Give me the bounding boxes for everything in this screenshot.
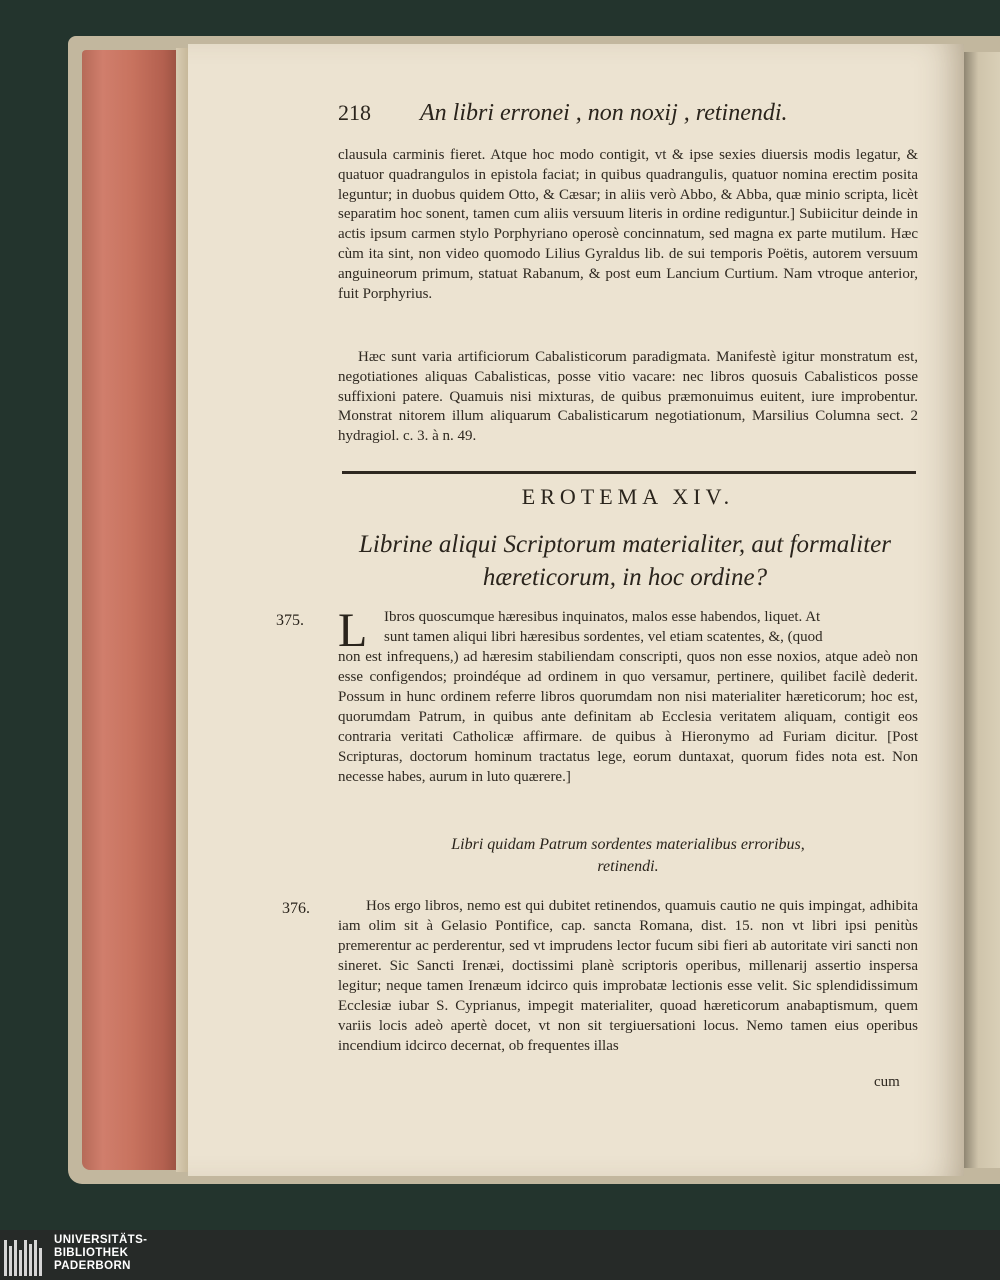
paragraph-376-body: Hos ergo libros, nemo est qui dubitet retinendos, quamuis cautio ne quis impingat, adhibita iam olim sit à Gelasio Pontifice, cap. sancta Romana, dist. 15. non vt libri ipsi penitùs premerentur ac perderentur, sed vt imprudens lector fucum sibi fieri ab autoritate viri sancti non sineret. Sic Sancti Irenæi, doctissimi planè scriptoris operibus, millenarij assertio inspersa legitur; neque tamen Irenæum idcirco quis improbatæ lectionis esse velit. Sic splendidissimum Ecclesiæ iubar S. Cyprianus, impegit materialiter, quoad hæreticorum anabaptismum, quem variis locis adeò apertè docet, vt non sit tergiuersationi locus. Nemo tamen eius operibus incendium idcirco decernat, ob frequentes illas <box>338 898 918 1054</box>
running-head <box>338 100 938 136</box>
catchword: cum <box>874 1074 900 1090</box>
library-logo-icon <box>4 1236 44 1276</box>
library-footer <box>0 1230 1000 1280</box>
library-name <box>54 1234 147 1273</box>
paragraph-375-line-2: sunt tamen aliqui libri hæresibus sordentes, vel etiam scatentes, &, (quod <box>384 629 823 645</box>
drop-cap: L <box>338 604 368 657</box>
paragraph-continued: clausula carminis fieret. Atque hoc modo contigit, vt & ipse sexies diuersis modis legatur, & quatuor quadrangulos in epistola faciat; in quibus quadrangulis, quatuor nomina erectim posita leguntur; in duobus quidem Otto, & Cæsar; in aliis verò Abbo, & Abba, quæ minio scripta, licèt separatim hoc sonent, tamen cum aliis versuum literis in ordine rediguntur.] Subiicitur deinde in actis ipsum carmen stylo Porphyriano operosè concinnatum, sed magna ex parte mutilum. Hæc cùm ita sint, non video quomodo Lilius Gyraldus lib. de sui temporis Poëtis, autorem versuum anguineorum primum, statuat Rabanum, & post eum Lancium Curtium. Nam vtroque anterior, fuit Porphyrius. <box>338 147 918 302</box>
section-rule <box>342 471 916 474</box>
subheading-line-1: Libri quidam Patrum sordentes materialibus erroribus, <box>451 836 805 853</box>
paragraph-375-line-1: Ibros quoscumque hæresibus inquinatos, malos esse habendos, liquet. At <box>384 609 821 625</box>
library-name-line-2: BIBLIOTHEK <box>54 1247 129 1259</box>
section-title <box>320 528 930 594</box>
library-name-line-3: PADERBORN <box>54 1260 131 1272</box>
paragraph-375-body: non est infrequens,) ad hæresim stabiliendam conscripti, quos non esse noxios, atque adeò non esse configendos; proindéque ad ordinem in quo versamur, pertinere, quilibet facilè dederit. Possum in hunc ordinem referre libros quorumdam non nisi materialiter hæreticorum; hoc est, quorumdam Patrum, in quibus ante definitam ab Ecclesia veritatem aliquam, contigit eos contraria veritati Catholicæ affirmare. de quibus à Hieronymo ad Furiam dicitur. [Post Scripturas, doctorum hominum tractatus lege, eorum duntaxat, quorum fides nota est. Non necesse habes, aurum in luto quærere.] <box>338 649 918 785</box>
paragraph-375-opening <box>384 607 918 647</box>
running-title: An libri erronei , non noxij , retinendi. <box>420 100 788 126</box>
paragraph-number-375: 375. <box>276 612 304 629</box>
right-page-edge <box>964 52 1000 1168</box>
section-title-line-1: Librine aliqui Scriptorum materialiter, aut formaliter <box>359 531 891 558</box>
library-name-line-1: UNIVERSITÄTS- <box>54 1234 148 1246</box>
erotema-heading: EROTEMA XIV. <box>521 484 735 509</box>
subheading <box>338 834 918 878</box>
paragraph-number-376: 376. <box>282 900 310 917</box>
red-page-edge <box>82 50 186 1170</box>
section-title-line-2: hæreticorum, in hoc ordine? <box>482 564 768 591</box>
subheading-line-2: retinendi. <box>597 858 659 875</box>
page-number: 218 <box>338 100 371 125</box>
paragraph-cabalistic: Hæc sunt varia artificiorum Cabalisticorum paradigmata. Manifestè igitur monstratum est, negotiationes aliquas Cabalisticas, posse vitio vacare: nec libros quosuis Cabalisticos posse suffixioni patere. Quamuis nisi mixturas, de quibus præmonuimus euitent, iure improbentur. Monstrat nitorem illum aliquarum Cabalisticarum negotiationum, Marsilius Columna sect. 2 hydragiol. c. 3. à n. 49. <box>338 349 918 445</box>
